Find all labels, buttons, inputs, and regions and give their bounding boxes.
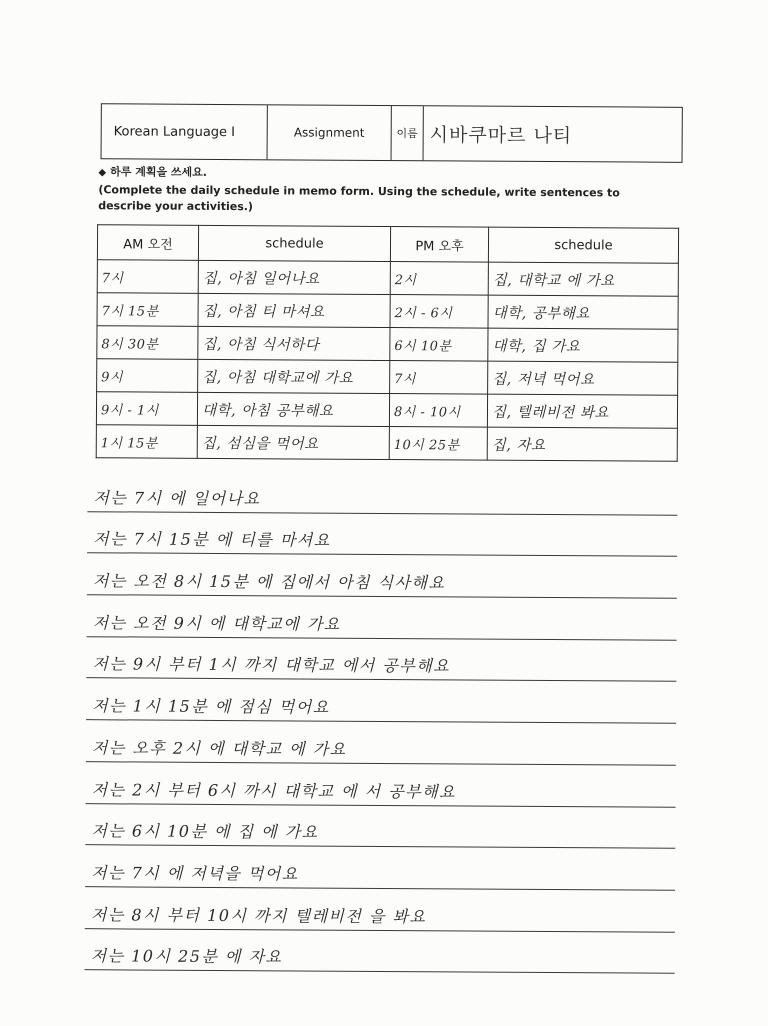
sentence-line: 저는 7시 15분 에 티를 마셔요 [87,512,677,557]
header-box [101,103,683,163]
table-row [97,359,678,396]
sentence-line: 저는 6시 10분 에 집 에 가요 [85,804,675,849]
pm-schedule-cell: 집, 저녁 먹어요 [488,361,678,395]
student-name: 시바쿠마르 나티 [429,123,573,147]
table-row [96,392,677,429]
am-time-cell: 9시 - 1시 [96,392,197,426]
am-time-cell: 7시 [97,260,198,294]
schedule-table [96,224,679,462]
diamond-bullet-icon: ◆ [98,167,107,179]
table-row [96,425,677,462]
course-title: Korean Language Ⅰ [102,104,268,159]
am-schedule-cell: 집, 섬심을 먹어요 [197,425,389,459]
sentence-line: 저는 오전 9시 에 대학교에 가요 [87,595,677,640]
am-time-cell: 9시 [97,359,198,393]
pm-time-cell: 2시 [390,262,488,296]
am-schedule-cell: 집, 아침 대학교에 가요 [198,359,390,393]
am-schedule-cell: 집, 아침 식서하다 [198,326,390,360]
assignment-label: Assignment [268,105,392,160]
pm-time-cell: 8시 - 10시 [389,394,487,428]
pm-schedule-cell: 집, 텔레비전 봐요 [487,394,677,428]
column-header: schedule [198,225,390,261]
sentence-line: 저는 1시 15분 에 점심 먹어요 [86,679,676,724]
am-time-cell: 1시 15분 [96,425,197,459]
name-label: 이름 [392,106,424,160]
table-row [97,293,678,330]
column-header: PM 오후 [390,227,488,263]
table-header-row [97,225,678,264]
pm-time-cell: 2시 - 6시 [390,295,488,329]
sentence-line: 저는 오전 8시 15분 에 집에서 아침 식사해요 [87,554,677,599]
instructions [98,164,663,217]
instructions-title: 하루 계획을 쓰세요. [110,165,208,179]
am-schedule-cell: 집, 아침 티 마셔요 [198,293,390,327]
am-schedule-cell: 대학, 아침 공부해요 [197,392,389,426]
column-header: schedule [488,227,678,263]
instructions-text: (Complete the daily schedule in memo form. Using the schedule, write sentences to describe your activities.) [98,183,620,214]
sentence-line: 저는 9시 부터 1시 까지 대학교 에서 공부해요 [86,637,676,682]
sentence-line: 저는 2시 부터 6시 까시 대학교 에 서 공부해요 [86,762,676,807]
am-schedule-cell: 집, 아침 일어나요 [198,260,390,294]
pm-time-cell: 6시 10분 [390,328,488,362]
table-row [97,260,678,297]
am-time-cell: 7시 15분 [97,293,198,327]
sentence-line: 저는 7시 에 저녁을 먹어요 [85,845,675,890]
sentence-line: 저는 10시 25분 에 자요 [85,929,675,974]
sentence-lines [85,470,678,974]
column-header: AM 오전 [97,225,198,261]
am-time-cell: 8시 30분 [97,326,198,360]
pm-schedule-cell: 대학, 공부해요 [488,295,678,329]
pm-time-cell: 10시 25분 [389,427,487,461]
table-row [97,326,678,363]
sentence-line: 저는 오후 2시 에 대학교 에 가요 [86,720,676,765]
pm-time-cell: 7시 [390,361,488,395]
pm-schedule-cell: 집, 자요 [487,427,677,461]
sentence-line: 저는 8시 부터 10시 까지 텔레비전 을 봐요 [85,887,675,932]
pm-schedule-cell: 집, 대학교 에 가요 [488,262,678,296]
pm-schedule-cell: 대학, 집 가요 [488,328,678,362]
sentence-line: 저는 7시 에 일어나요 [87,470,677,515]
